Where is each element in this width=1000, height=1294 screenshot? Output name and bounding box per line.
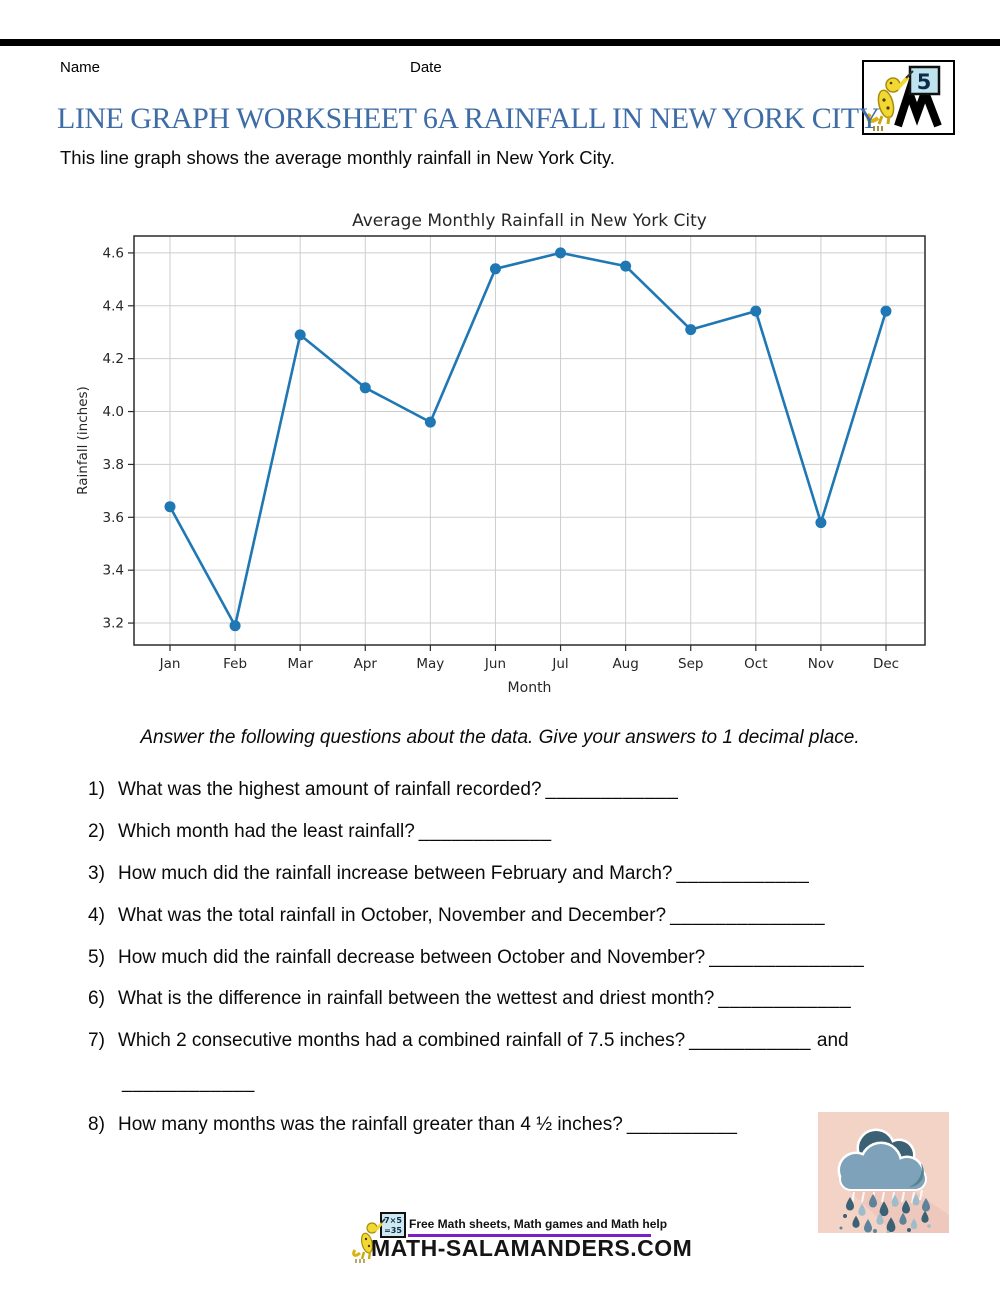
- question-row: [88, 988, 851, 1010]
- question-text: How many months was the rainfall greater than 4 ½ inches?: [118, 1114, 623, 1135]
- y-tick-label: 4.0: [102, 404, 124, 421]
- page-subtitle: This line graph shows the average monthly rainfall in New York City.: [60, 147, 615, 168]
- question-number: 1): [88, 779, 105, 800]
- answer-blank[interactable]: ____________: [676, 863, 810, 884]
- page-title: LINE GRAPH WORKSHEET 6A RAINFALL IN NEW YORK CITY: [57, 102, 880, 135]
- data-point-marker: [230, 620, 241, 631]
- answer-blank[interactable]: ____________: [545, 779, 679, 800]
- question-row: [88, 1114, 738, 1136]
- x-tick-label: Oct: [744, 656, 768, 672]
- rainfall-line-chart: [65, 208, 935, 703]
- question-text: What was the highest amount of rainfall recorded?: [118, 779, 542, 800]
- data-point-marker: [881, 306, 892, 317]
- question-number: 5): [88, 947, 105, 968]
- data-point-marker: [425, 417, 436, 428]
- data-point-marker: [555, 247, 566, 258]
- site-wordmark: MATH-SALAMANDERS.COM: [371, 1235, 693, 1261]
- question-number: 2): [88, 821, 105, 842]
- y-tick-label: 4.2: [102, 351, 124, 368]
- answer-blank[interactable]: ______________: [670, 905, 826, 926]
- x-tick-label: Apr: [353, 656, 377, 672]
- footer-board-line1: 7×5: [384, 1216, 402, 1225]
- question-text: What was the total rainfall in October, November and December?: [118, 905, 667, 926]
- data-point-marker: [295, 329, 306, 340]
- data-point-marker: [750, 306, 761, 317]
- date-label: Date: [410, 59, 442, 76]
- rain-cloud-illustration: [818, 1112, 949, 1233]
- data-point-marker: [815, 517, 826, 528]
- plot-border: [134, 236, 925, 645]
- data-point-marker: [360, 382, 371, 393]
- x-tick-label: Aug: [612, 656, 639, 672]
- data-point-marker: [620, 261, 631, 272]
- x-tick-label: Jan: [159, 656, 181, 672]
- y-tick-label: 3.8: [102, 456, 124, 473]
- x-axis-label: Month: [507, 680, 552, 696]
- y-tick-label: 4.6: [102, 245, 124, 262]
- question-number: 8): [88, 1114, 105, 1135]
- chart-title: Average Monthly Rainfall in New York City: [352, 211, 707, 231]
- answer-blank[interactable]: ____________: [122, 1072, 255, 1093]
- answer-blank[interactable]: __________: [626, 1114, 738, 1135]
- x-tick-label: Sep: [678, 656, 704, 672]
- question-number: 7): [88, 1030, 105, 1051]
- question-row: [88, 779, 678, 801]
- question-suffix: and: [816, 1030, 849, 1051]
- question-row: [88, 947, 864, 969]
- question-text: How much did the rainfall decrease between October and November?: [118, 947, 706, 968]
- x-tick-label: Feb: [223, 656, 248, 672]
- question-row: [88, 1072, 255, 1094]
- x-tick-label: May: [416, 656, 445, 672]
- y-tick-label: 3.2: [102, 615, 124, 632]
- data-point-marker: [685, 324, 696, 335]
- footer-board-line2: =35: [384, 1226, 402, 1235]
- header-divider: [0, 39, 1000, 46]
- y-tick-label: 4.4: [102, 298, 124, 315]
- answer-blank[interactable]: ____________: [418, 821, 552, 842]
- question-row: [88, 863, 809, 885]
- question-number: 4): [88, 905, 105, 926]
- question-row: [88, 905, 825, 927]
- data-point-marker: [165, 501, 176, 512]
- rainfall-chart-svg: [65, 208, 935, 703]
- footer-tagline: Free Math sheets, Math games and Math help: [409, 1217, 668, 1231]
- y-tick-label: 3.6: [102, 509, 124, 526]
- x-tick-label: Nov: [807, 656, 835, 672]
- answer-blank[interactable]: ______________: [709, 947, 865, 968]
- question-text: What is the difference in rainfall between the wettest and driest month?: [118, 988, 715, 1009]
- data-point-marker: [490, 263, 501, 274]
- question-number: 6): [88, 988, 105, 1009]
- question-text: Which month had the least rainfall?: [118, 821, 415, 842]
- x-tick-label: Jul: [552, 656, 569, 672]
- answer-blank[interactable]: ___________: [689, 1030, 811, 1051]
- x-tick-label: Mar: [287, 656, 313, 672]
- y-axis-label: Rainfall (inches): [75, 386, 91, 495]
- question-row: [88, 821, 552, 843]
- question-number: 3): [88, 863, 105, 884]
- grade-badge-number: 5: [916, 70, 932, 94]
- questions-intro: Answer the following questions about the data. Give your answers to 1 decimal place.: [140, 727, 860, 748]
- name-label: Name: [60, 59, 101, 76]
- easel-m-shape: [898, 92, 938, 126]
- question-row: [88, 1030, 849, 1052]
- x-tick-label: Dec: [872, 656, 900, 672]
- y-tick-label: 3.4: [102, 562, 124, 579]
- question-text: How much did the rainfall increase between February and March?: [118, 863, 673, 884]
- answer-blank[interactable]: ____________: [718, 988, 852, 1009]
- x-tick-label: Jun: [484, 656, 507, 672]
- question-text: Which 2 consecutive months had a combined rainfall of 7.5 inches?: [118, 1030, 686, 1051]
